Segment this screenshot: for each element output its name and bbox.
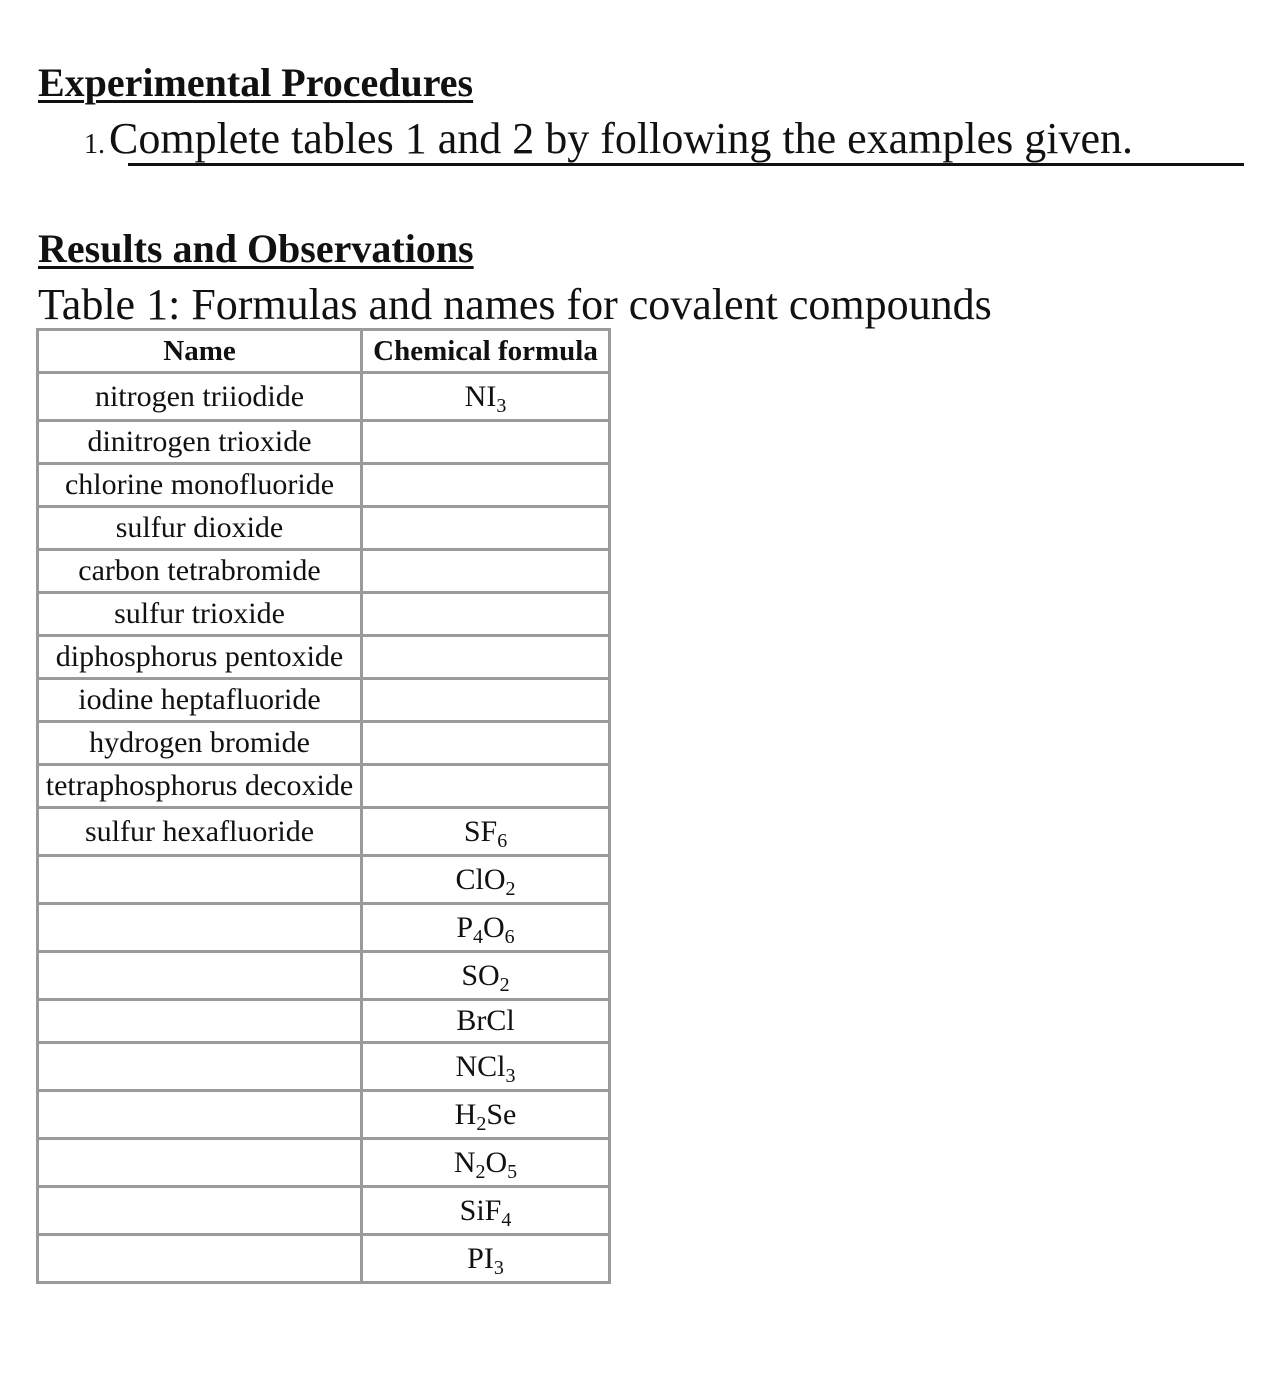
formula-subscript: 2 bbox=[475, 1160, 486, 1183]
chemical-formula-cell[interactable] bbox=[362, 593, 610, 636]
covalent-compounds-table bbox=[36, 328, 611, 1284]
formula-subscript: 4 bbox=[501, 1208, 512, 1231]
chemical-formula-cell[interactable] bbox=[362, 765, 610, 808]
experimental-procedures-heading: Experimental Procedures bbox=[38, 60, 474, 105]
formula-symbol: BrCl bbox=[456, 1004, 515, 1037]
chemical-formula-cell[interactable] bbox=[362, 1000, 610, 1043]
answer-line bbox=[128, 163, 1244, 166]
table-row bbox=[38, 1043, 610, 1091]
compound-name-cell[interactable]: carbon tetrabromide bbox=[38, 550, 362, 593]
formula-symbol: P bbox=[456, 910, 473, 944]
table-row bbox=[38, 507, 610, 550]
table-row bbox=[38, 421, 610, 464]
formula-symbol: PI bbox=[467, 1241, 494, 1275]
chemical-formula-cell[interactable] bbox=[362, 722, 610, 765]
table-row bbox=[38, 464, 610, 507]
compound-name-cell[interactable]: tetraphosphorus decoxide bbox=[38, 765, 362, 808]
chemical-formula-cell[interactable] bbox=[362, 550, 610, 593]
formula-symbol: O bbox=[485, 1145, 508, 1179]
formula-symbol: SO bbox=[461, 958, 500, 992]
compound-name-cell[interactable]: diphosphorus pentoxide bbox=[38, 636, 362, 679]
chemical-formula-cell[interactable] bbox=[362, 808, 610, 856]
formula-symbol: O bbox=[483, 910, 505, 944]
formula-subscript: 2 bbox=[505, 877, 516, 900]
chemical-formula-cell[interactable] bbox=[362, 1043, 610, 1091]
compound-name-cell[interactable] bbox=[38, 1139, 362, 1187]
table-row bbox=[38, 1139, 610, 1187]
chemical-formula-cell[interactable] bbox=[362, 1187, 610, 1235]
formula-subscript: 3 bbox=[493, 1256, 504, 1279]
formula-symbol: ClO bbox=[455, 862, 506, 896]
formula-subscript: 6 bbox=[497, 829, 508, 852]
table-row bbox=[38, 1091, 610, 1139]
table-header-row bbox=[38, 330, 610, 373]
table-row bbox=[38, 679, 610, 722]
table-row bbox=[38, 1235, 610, 1283]
compound-name-cell[interactable] bbox=[38, 1043, 362, 1091]
table-row bbox=[38, 550, 610, 593]
table-row bbox=[38, 808, 610, 856]
chemical-formula-cell[interactable] bbox=[362, 679, 610, 722]
formula-subscript: 2 bbox=[499, 973, 510, 996]
formula-symbol: H bbox=[454, 1097, 477, 1131]
chemical-formula-cell[interactable] bbox=[362, 464, 610, 507]
formula-subscript: 6 bbox=[504, 925, 515, 948]
formula-symbol: NI bbox=[464, 379, 497, 413]
compound-name-cell[interactable] bbox=[38, 904, 362, 952]
chemical-formula-cell[interactable] bbox=[362, 1235, 610, 1283]
compound-name-cell[interactable]: dinitrogen trioxide bbox=[38, 421, 362, 464]
name-column-header: Name bbox=[38, 330, 362, 373]
table-row bbox=[38, 722, 610, 765]
chemical-formula-cell[interactable] bbox=[362, 904, 610, 952]
formula-subscript: 4 bbox=[473, 925, 483, 948]
table-row bbox=[38, 1187, 610, 1235]
compound-name-cell[interactable]: iodine heptafluoride bbox=[38, 679, 362, 722]
chemical-formula-cell[interactable] bbox=[362, 421, 610, 464]
table-row bbox=[38, 856, 610, 904]
formula-subscript: 5 bbox=[507, 1160, 518, 1183]
table-row bbox=[38, 952, 610, 1000]
formula-symbol: SiF bbox=[459, 1193, 502, 1227]
results-observations-heading: Results and Observations bbox=[38, 226, 474, 271]
formula-subscript: 3 bbox=[496, 394, 507, 417]
chemical-formula-cell[interactable] bbox=[362, 952, 610, 1000]
table-caption: Table 1: Formulas and names for covalent compounds bbox=[38, 280, 992, 329]
step-text: Complete tables 1 and 2 by following the examples given. bbox=[109, 114, 1134, 163]
chemical-formula-cell[interactable] bbox=[362, 507, 610, 550]
procedure-step-1 bbox=[84, 114, 1133, 170]
chemical-formula-cell[interactable] bbox=[362, 373, 610, 421]
compound-name-cell[interactable] bbox=[38, 1000, 362, 1043]
table-row bbox=[38, 373, 610, 421]
compound-name-cell[interactable] bbox=[38, 1091, 362, 1139]
table-row bbox=[38, 636, 610, 679]
formula-symbol: NCl bbox=[455, 1049, 506, 1083]
compound-name-cell[interactable]: sulfur hexafluoride bbox=[38, 808, 362, 856]
formula-column-header: Chemical formula bbox=[362, 330, 610, 373]
table-row bbox=[38, 593, 610, 636]
formula-symbol: N bbox=[453, 1145, 476, 1179]
table-row bbox=[38, 1000, 610, 1043]
table-row bbox=[38, 765, 610, 808]
chemical-formula-cell[interactable] bbox=[362, 636, 610, 679]
chemical-formula-cell[interactable] bbox=[362, 856, 610, 904]
formula-symbol: SF bbox=[463, 814, 498, 848]
formula-symbol: Se bbox=[486, 1097, 517, 1131]
compound-name-cell[interactable] bbox=[38, 856, 362, 904]
compound-name-cell[interactable] bbox=[38, 952, 362, 1000]
compound-name-cell[interactable]: sulfur trioxide bbox=[38, 593, 362, 636]
step-number: 1. bbox=[84, 129, 105, 160]
compound-name-cell[interactable]: sulfur dioxide bbox=[38, 507, 362, 550]
formula-subscript: 2 bbox=[476, 1112, 487, 1135]
chemical-formula-cell[interactable] bbox=[362, 1139, 610, 1187]
chemical-formula-cell[interactable] bbox=[362, 1091, 610, 1139]
compound-name-cell[interactable]: chlorine monofluoride bbox=[38, 464, 362, 507]
formula-subscript: 3 bbox=[505, 1064, 516, 1087]
compound-name-cell[interactable]: nitrogen triiodide bbox=[38, 373, 362, 421]
compound-name-cell[interactable]: hydrogen bromide bbox=[38, 722, 362, 765]
table-row bbox=[38, 904, 610, 952]
compound-name-cell[interactable] bbox=[38, 1235, 362, 1283]
compound-name-cell[interactable] bbox=[38, 1187, 362, 1235]
